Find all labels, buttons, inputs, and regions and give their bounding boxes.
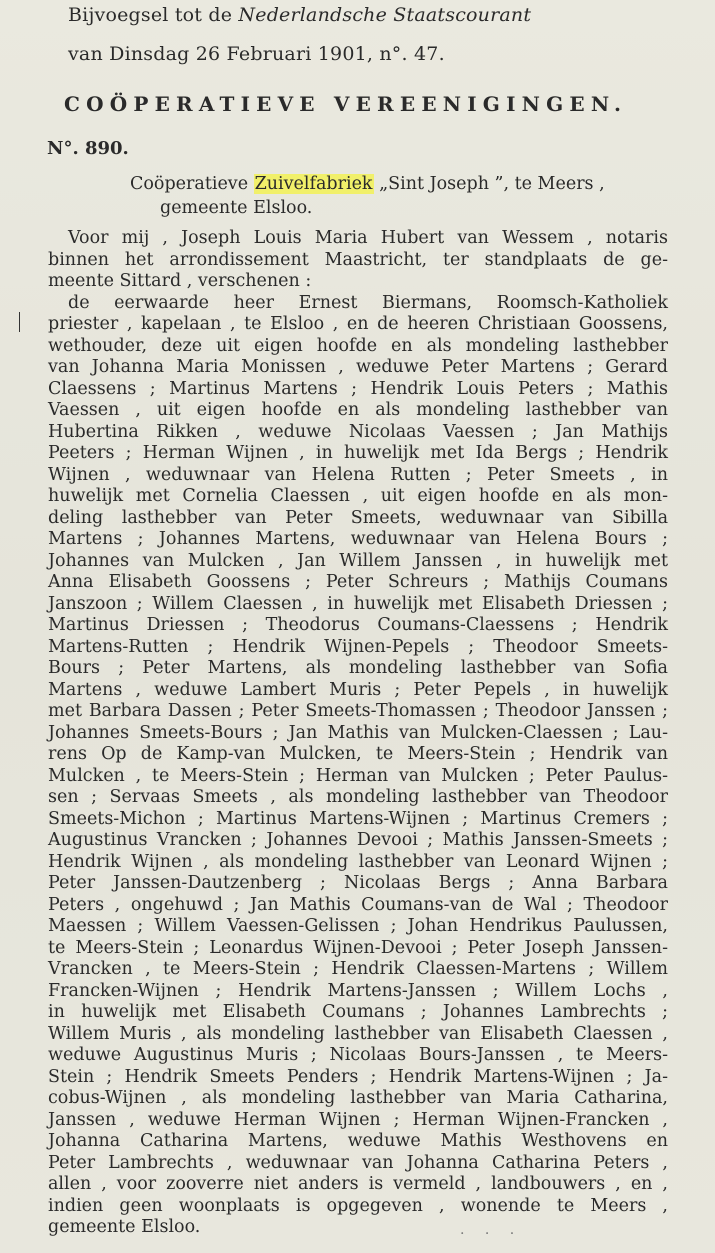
- body-line: Wijnen , weduwnaar van Helena Rutten ; Peter Smeets , in: [48, 464, 668, 485]
- publication-name: Nederlandsche Staatscourant: [238, 4, 532, 26]
- margin-mark: [19, 312, 20, 332]
- body-line: Janssen , weduwe Herman Wijnen ; Herman Wijnen-Francken ,: [48, 1109, 668, 1130]
- deed-body-text: [48, 228, 668, 1239]
- body-line: Vrancken , te Meers-Stein ; Hendrik Claessen-Martens ; Willem: [48, 959, 668, 979]
- body-line: Maessen ; Willem Vaessen-Gelissen ; Johan Hendrikus Paulussen,: [48, 916, 668, 936]
- body-line: Hendrik Wijnen , als mondeling lasthebber van Leonard Wijnen ;: [48, 851, 668, 872]
- body-line: Augustinus Vrancken ; Johannes Devooi ; Mathis Janssen-Smeets ;: [48, 830, 668, 850]
- body-line: van Johanna Maria Monissen , weduwe Peter Martens ; Gerard: [48, 357, 668, 377]
- body-line: Martinus Driessen ; Theodorus Coumans-Claessens ; Hendrik: [48, 615, 668, 635]
- body-line: Willem Muris , als mondeling lasthebber van Elisabeth Claessen ,: [48, 1023, 668, 1044]
- body-line: Peter Janssen-Dautzenberg ; Nicolaas Bergs ; Anna Barbara: [48, 873, 668, 893]
- body-line: priester , kapelaan , te Elsloo , en de heeren Christiaan Goossens,: [48, 314, 668, 334]
- body-line: wethouder, deze uit eigen hoofde en als mondeling lasthebber: [48, 335, 668, 356]
- body-line: meente Sittard , verschenen :: [48, 271, 312, 291]
- body-line: indien geen woonplaats is opgegeven , wonende te Meers ,: [48, 1195, 668, 1216]
- body-line: Martens-Rutten ; Hendrik Wijnen-Pepels ; Theodoor Smeets-: [48, 636, 668, 657]
- section-title: COÖPERATIEVE VEREENIGINGEN.: [64, 92, 628, 116]
- subtitle-after: „Sint Joseph ”, te Meers ,: [373, 174, 605, 194]
- body-line: gemeente Elsloo.: [48, 1217, 201, 1237]
- body-line: Johannes van Mulcken , Jan Willem Janssen , in huwelijk met: [48, 550, 668, 571]
- body-line: Johannes Smeets-Bours ; Jan Mathis van Mulcken-Claessen ; Lau-: [48, 722, 668, 743]
- body-line: deling lasthebber van Peter Smeets, weduwnaar van Sibilla: [48, 507, 668, 528]
- highlighted-term: Zuivelfabriek: [254, 174, 373, 194]
- trailing-marks: . . .: [460, 1222, 523, 1238]
- body-line: rens Op de Kamp-van Mulcken, te Meers-Stein ; Hendrik van: [48, 744, 668, 764]
- body-line: met Barbara Dassen ; Peter Smeets-Thomassen ; Theodoor Janssen ;: [48, 701, 668, 721]
- issue-date-line: van Dinsdag 26 Februari 1901, n°. 47.: [68, 43, 445, 65]
- body-line: binnen het arrondissement Maastricht, ter standplaats de ge-: [48, 249, 668, 270]
- body-line: Janszoon ; Willem Claessen , in huwelijk met Elisabeth Driessen ;: [48, 593, 668, 614]
- body-line: Vaessen , uit eigen hoofde en als mondeling lasthebber van: [48, 400, 668, 420]
- supplement-header-plain: Bijvoegsel tot de: [68, 4, 239, 26]
- body-line: Hubertina Rikken , weduwe Nicolaas Vaessen ; Jan Mathijs: [48, 421, 668, 442]
- body-line: cobus-Wijnen , als mondeling lasthebber van Maria Catharina,: [48, 1088, 668, 1108]
- body-line: allen , voor zooverre niet anders is vermeld , landbouwers , en ,: [48, 1174, 668, 1194]
- body-line: Peters , ongehuwd ; Jan Mathis Coumans-van de Wal ; Theodoor: [48, 894, 668, 915]
- body-line: Francken-Wijnen ; Hendrik Martens-Janssen ; Willem Lochs ,: [48, 980, 668, 1001]
- body-line: weduwe Augustinus Muris ; Nicolaas Bours-Janssen , te Meers-: [48, 1045, 668, 1065]
- body-line: Martens , weduwe Lambert Muris ; Peter Pepels , in huwelijk: [48, 679, 668, 700]
- body-line: huwelijk met Cornelia Claessen , uit eigen hoofde en als mon-: [48, 486, 668, 506]
- entry-subtitle: [130, 172, 605, 220]
- subtitle-line-2: gemeente Elsloo.: [160, 198, 313, 218]
- subtitle-before: Coöperatieve: [130, 174, 254, 194]
- body-line: Bours ; Peter Martens, als mondeling lasthebber van Sofia: [48, 658, 668, 678]
- body-line: Stein ; Hendrik Smeets Penders ; Hendrik Martens-Wijnen ; Ja-: [48, 1066, 668, 1087]
- body-line: sen ; Servaas Smeets , als mondeling lasthebber van Theodoor: [48, 787, 668, 807]
- body-line: Peeters ; Herman Wijnen , in huwelijk met Ida Bergs ; Hendrik: [48, 443, 668, 463]
- body-line: Martens ; Johannes Martens, weduwnaar van Helena Bours ;: [48, 529, 668, 549]
- body-line: Voor mij , Joseph Louis Maria Hubert van Wessem , notaris: [68, 228, 668, 248]
- body-line: Smeets-Michon ; Martinus Martens-Wijnen ; Martinus Cremers ;: [48, 808, 668, 829]
- body-line: Claessens ; Martinus Martens ; Hendrik Louis Peters ; Mathis: [48, 378, 668, 399]
- body-line: te Meers-Stein ; Leonardus Wijnen-Devooi ; Peter Joseph Janssen-: [48, 937, 668, 958]
- supplement-header: [68, 4, 531, 26]
- entry-number: N°. 890.: [47, 138, 129, 159]
- body-line: Peter Lambrechts , weduwnaar van Johanna Catharina Peters ,: [48, 1152, 668, 1173]
- body-line: de eerwaarde heer Ernest Biermans, Roomsch-Katholiek: [68, 292, 668, 313]
- body-line: Mulcken , te Meers-Stein ; Herman van Mulcken ; Peter Paulus-: [48, 765, 668, 786]
- body-line: in huwelijk met Elisabeth Coumans ; Johannes Lambrechts ;: [48, 1002, 668, 1022]
- body-line: Anna Elisabeth Goossens ; Peter Schreurs ; Mathijs Coumans: [48, 572, 668, 592]
- body-line: Johanna Catharina Martens, weduwe Mathis Westhovens en: [48, 1131, 668, 1151]
- subtitle-line-1: [130, 172, 605, 196]
